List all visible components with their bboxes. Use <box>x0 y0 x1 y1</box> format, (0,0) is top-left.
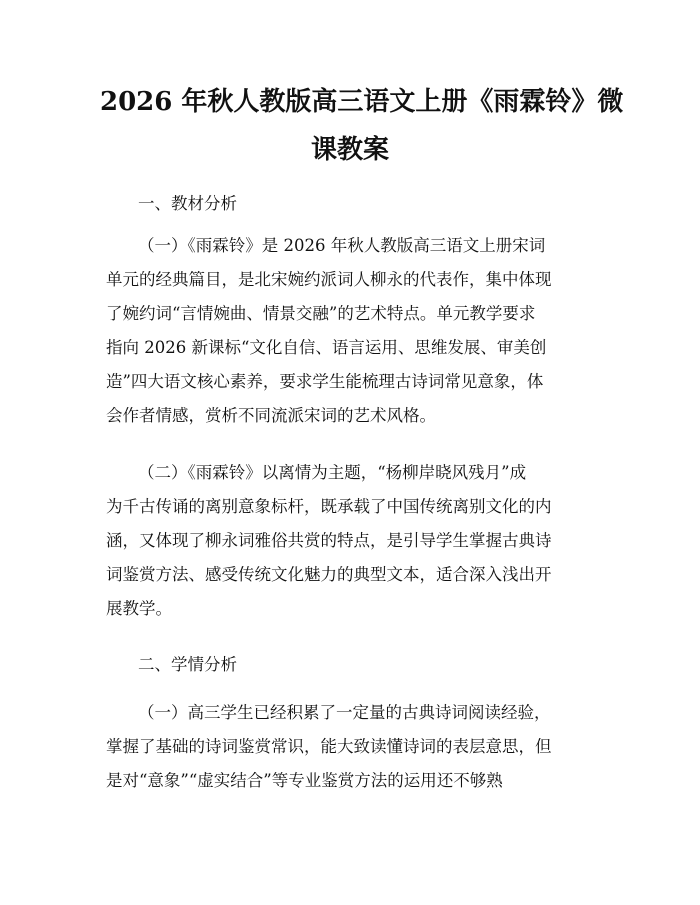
document-title-line-1: 2026 年秋人教版高三语文上册《雨霖铃》微 <box>100 87 624 117</box>
paragraph-line: 指向 2026 新课标“文化自信、语言运用、思维发展、审美创 <box>106 338 547 357</box>
paragraph-line: 会作者情感，赏析不同流派宋词的艺术风格。 <box>106 406 436 425</box>
paragraph-line: 单元的经典篇目，是北宋婉约派词人柳永的代表作，集中体现 <box>106 270 552 289</box>
paragraph-line: 为千古传诵的离别意象标杆，既承载了中国传统离别文化的内 <box>106 497 552 516</box>
paragraph-line: 词鉴赏方法、感受传统文化魅力的典型文本，适合深入浅出开 <box>106 565 552 584</box>
paragraph-line: 涵，又体现了柳永词雅俗共赏的特点，是引导学生掌握古典诗 <box>106 531 552 550</box>
section-heading-learner-analysis: 二、学情分析 <box>138 655 237 674</box>
paragraph-line: （一）《雨霖铃》是 2026 年秋人教版高三语文上册宋词 <box>138 236 546 255</box>
paragraph-line: （二）《雨霖铃》以离情为主题，“杨柳岸晓风残月”成 <box>138 463 527 482</box>
paragraph-line: 掌握了基础的诗词鉴赏常识，能大致读懂诗词的表层意思，但 <box>106 737 552 756</box>
section-heading-textbook-analysis: 一、教材分析 <box>138 194 237 213</box>
paragraph-line: （一）高三学生已经积累了一定量的古典诗词阅读经验， <box>138 703 551 722</box>
document-title-line-2: 课教案 <box>310 135 389 165</box>
paragraph-line: 展教学。 <box>106 599 172 618</box>
paragraph-line: 是对“意象”“虚实结合”等专业鉴赏方法的运用还不够熟 <box>106 771 503 790</box>
paragraph-line: 造”四大语文核心素养，要求学生能梳理古诗词常见意象，体 <box>106 372 544 391</box>
paragraph-line: 了婉约词“言情婉曲、情景交融”的艺术特点。单元教学要求 <box>106 304 536 323</box>
